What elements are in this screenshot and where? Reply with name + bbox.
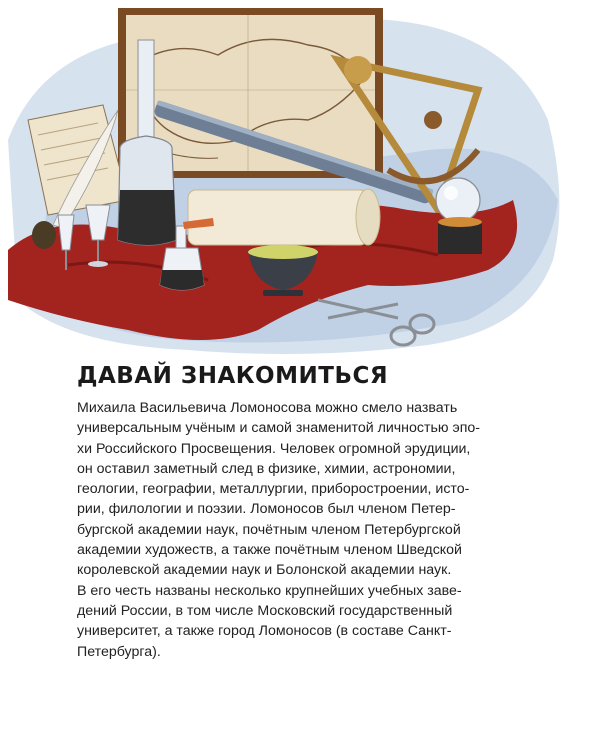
- body-line: дений России, в том числе Московский государственный: [77, 602, 453, 619]
- ink-pot: [32, 221, 56, 249]
- body-line: хи Российского Просвещения. Человек огромной эрудиции,: [77, 440, 471, 457]
- body-line: рии, филологии и поэзии. Ломоносов был членом Петер-: [77, 501, 456, 518]
- body-line: он оставил заметный след в физике, химии, астрономии,: [77, 460, 456, 477]
- body-line: универсальным учёным и самой знаменитой личностью эпо-: [77, 420, 481, 437]
- body-line: академии художеств, а также почётным членом Шведской: [77, 542, 462, 559]
- body-line: В его честь названы несколько крупнейших учебных заве-: [77, 582, 462, 599]
- body-line: Петербурга).: [77, 643, 161, 660]
- body-line: геологии, географии, металлургии, приборостроении, исто-: [77, 481, 470, 498]
- body-line: Михаила Васильевича Ломоносова можно смело назвать: [77, 400, 458, 416]
- body-line: королевской академии наук и Болонской академии наук.: [77, 562, 452, 579]
- article-body: [77, 398, 517, 662]
- lomonosov-still-life-illustration: [8, 0, 568, 360]
- article-text: [77, 361, 517, 662]
- paper-scroll: [188, 189, 380, 245]
- body-line: бургской академии наук, почётным членом Петербургской: [77, 521, 461, 538]
- section-heading: ДАВАЙ ЗНАКОМИТЬСЯ: [77, 363, 389, 389]
- body-line: университет, а также город Ломоносов (в составе Санкт-: [77, 623, 452, 640]
